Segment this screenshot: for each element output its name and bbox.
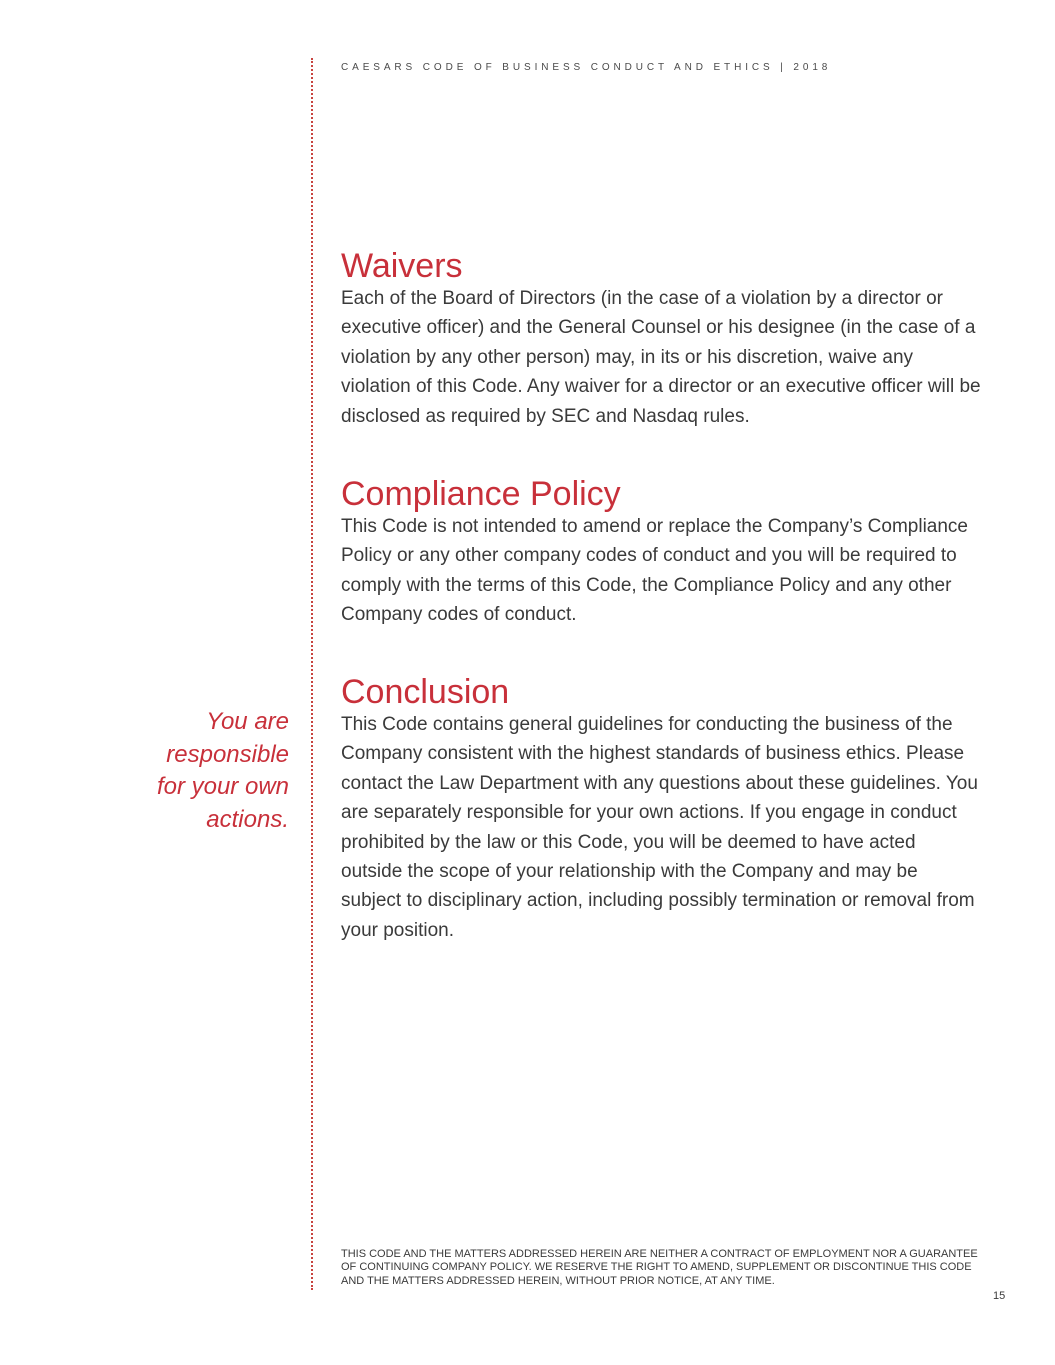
section-heading-compliance-policy: Compliance Policy	[341, 475, 621, 513]
section-body-waivers: Each of the Board of Directors (in the case of a violation by a director or executive officer) and the General Counsel or his designee (in the case of a violation by any other person) may, in its or his discretion, waive any violation of this Code. Any waiver for a director or an executive officer will be disclosed as required by SEC and Nasdaq rules.	[341, 288, 981, 427]
section-conclusion	[341, 674, 981, 945]
legal-disclaimer: THIS CODE AND THE MATTERS ADDRESSED HEREIN ARE NEITHER A CONTRACT OF EMPLOYMENT NOR A GUARANTEE OF CONTINUING COMPANY POLICY. WE RESERVE THE RIGHT TO AMEND, SUPPLEMENT OR DISCONTINUE THIS CODE AND THE MATTERS ADDRESSED HEREIN, WITHOUT PRIOR NOTICE, AT ANY TIME.	[341, 1248, 978, 1287]
section-heading-waivers: Waivers	[341, 247, 463, 285]
pull-quote	[109, 706, 289, 836]
section-waivers	[341, 248, 981, 431]
dotted-divider-rule	[311, 58, 313, 1290]
pull-quote-line: You are	[206, 708, 289, 735]
section-body-conclusion: This Code contains general guidelines for conducting the business of the Company consistent with the highest standards of business ethics. Please contact the Law Department with any questions about these guidelines. You are separately responsible for your own actions. If you engage in conduct prohibited by the law or this Code, you will be deemed to have acted outside the scope of your relationship with the Company and may be subject to disciplinary action, including possibly termination or removal from your position.	[341, 714, 978, 941]
pull-quote-line: actions.	[206, 805, 289, 833]
section-heading-conclusion: Conclusion	[341, 673, 510, 711]
pull-quote-line: for your own	[156, 773, 289, 800]
section-compliance-policy	[341, 476, 981, 630]
running-header: CAESARS CODE OF BUSINESS CONDUCT AND ETHICS | 2018	[341, 62, 832, 73]
page-number: 15	[993, 1290, 1006, 1302]
pull-quote-line: responsible	[166, 740, 289, 768]
section-body-compliance-policy: This Code is not intended to amend or replace the Company’s Compliance Policy or any other company codes of conduct and you will be required to comply with the terms of this Code, the Compliance Policy and any other Company codes of conduct.	[341, 516, 968, 626]
